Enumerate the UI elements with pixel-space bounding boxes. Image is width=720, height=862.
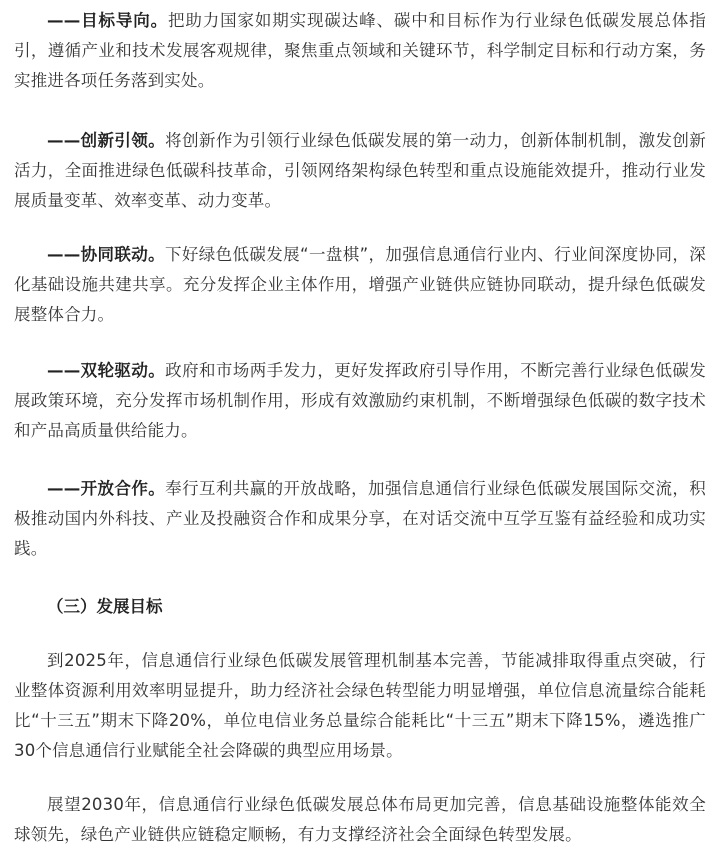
goal-2030-paragraph: 展望2030年，信息通信行业绿色低碳发展总体布局更加完善，信息基础设施整体能效全球领先，绿色产业链供应链稳定顺畅，有力支撑经济社会全面绿色转型发展。	[14, 795, 706, 844]
principle-lead: ——目标导向。	[47, 11, 168, 30]
principle-text: 把助力国家如期实现碳达峰、碳中和目标作为行业绿色低碳发展总体指引，遵循产业和技术发展客观规律，聚焦重点领域和关键环节，科学制定目标和行动方案，务实推进各项任务落到实处。	[14, 11, 706, 90]
principle-lead: ——开放合作。	[47, 479, 166, 498]
principle-lead: ——双轮驱动。	[47, 361, 166, 380]
principle-paragraph-innovation	[14, 126, 706, 216]
goal-2025-paragraph: 到2025年，信息通信行业绿色低碳发展管理机制基本完善，节能减排取得重点突破，行业整体资源利用效率明显提升，助力经济社会绿色转型能力明显增强，单位信息流量综合能耗比“十三五”期末下降20%，单位电信业务总量综合能耗比“十三五”期末下降15%，遴选推广30个信息通信行业赋能全社会降碳的典型应用场景。	[14, 651, 706, 760]
principle-text: 将创新作为引领行业绿色低碳发展的第一动力，创新体制机制，激发创新活力，全面推进绿色低碳科技革命，引领网络架构绿色转型和重点设施能效提升，推动行业发展质量变革、效率变革、动力变革。	[14, 131, 706, 210]
principle-text: 下好绿色低碳发展“一盘棋”，加强信息通信行业内、行业间深度协同，深化基础设施共建共享。充分发挥企业主体作用，增强产业链供应链协同联动，提升绿色低碳发展整体合力。	[14, 245, 706, 324]
principle-text: 奉行互利共赢的开放战略，加强信息通信行业绿色低碳发展国际交流，积极推动国内外科技、产业及投融资合作和成果分享，在对话交流中互学互鉴有益经验和成功实践。	[14, 479, 706, 558]
principle-paragraph-goal-oriented	[14, 6, 706, 96]
principle-paragraph-coordination	[14, 240, 706, 330]
principle-paragraph-dual-drive	[14, 356, 706, 446]
principle-paragraph-open-cooperation	[14, 474, 706, 564]
section-heading: （三）发展目标	[47, 597, 163, 616]
principle-text: 政府和市场两手发力，更好发挥政府引导作用，不断完善行业绿色低碳发展政策环境，充分发挥市场机制作用，形成有效激励约束机制，不断增强绿色低碳的数字技术和产品高质量供给能力。	[14, 361, 706, 440]
principle-lead: ——协同联动。	[47, 245, 165, 264]
principle-lead: ——创新引领。	[47, 131, 166, 150]
